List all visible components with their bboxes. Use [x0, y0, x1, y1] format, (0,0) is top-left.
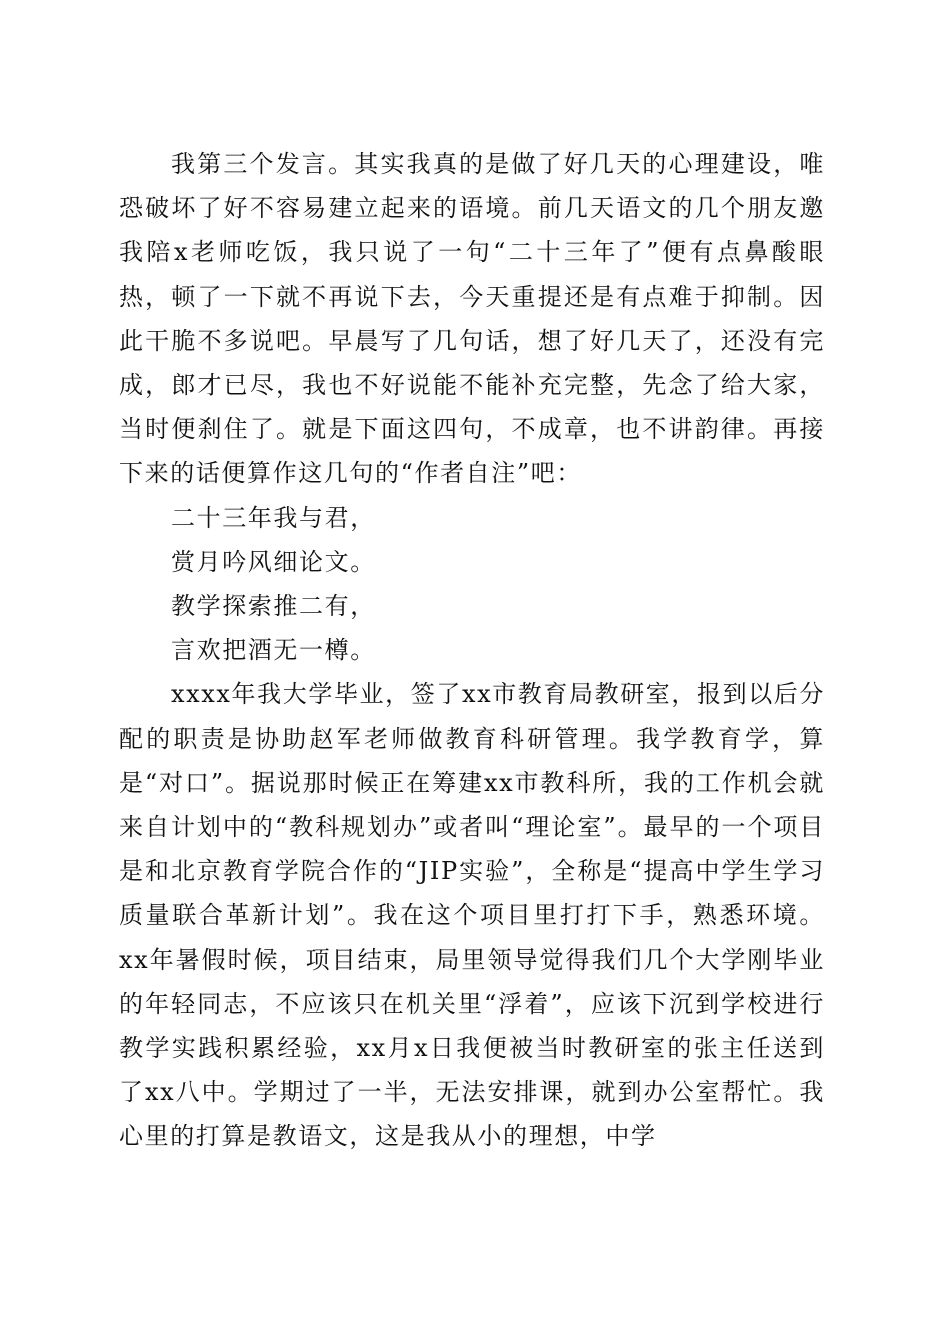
- poem-line-4: 言欢把酒无一樽。: [171, 636, 376, 665]
- paragraph-graduation: xxxx年我大学毕业，签了xx市教育局教研室，报到以后分配的职责是协助赵军老师做教育科研管理。我学教育学，算是“对口”。据说那时候正在筹建xx市教科所，我的工作机会就来自计划中的“教科规划办”或者叫“理论室”。最早的一个项目是和北京教育学院合作的“JIP实验”，全称是“提高中学生学习质量联合革新计划”。我在这个项目里打打下手，熟悉环境。xx年暑假时候，项目结束，局里领导觉得我们几个大学刚毕业的年轻同志，不应该只在机关里“浮着”，应该下沉到学校进行教学实践积累经验，xx月x日我便被当时教研室的张主任送到了xx八中。学期过了一半，无法安排课，就到办公室帮忙。我心里的打算是教语文，这是我从小的理想，中学: [119, 680, 826, 1151]
- paragraph-opening: 我第三个发言。其实我真的是做了好几天的心理建设，唯恐破坏了好不容易建立起来的语境。前几天语文的几个朋友邀我陪x老师吃饭，我只说了一句“二十三年了”便有点鼻酸眼热，顿了一下就不再说下去，今天重提还是有点难于抑制。因此干脆不多说吧。早晨写了几句话，想了好几天了，还没有完成，郎才已尽，我也不好说能不能补充完整，先念了给大家，当时便刹住了。就是下面这四句，不成章，也不讲韵律。再接下来的话便算作这几句的“作者自注”吧：: [119, 150, 825, 488]
- poem-line-1: 二十三年我与君，: [171, 503, 376, 532]
- poem-line-3: 教学探索推二有，: [171, 592, 376, 621]
- poem-line-2: 赏月吟风细论文。: [171, 547, 376, 576]
- document-body: [119, 142, 825, 1159]
